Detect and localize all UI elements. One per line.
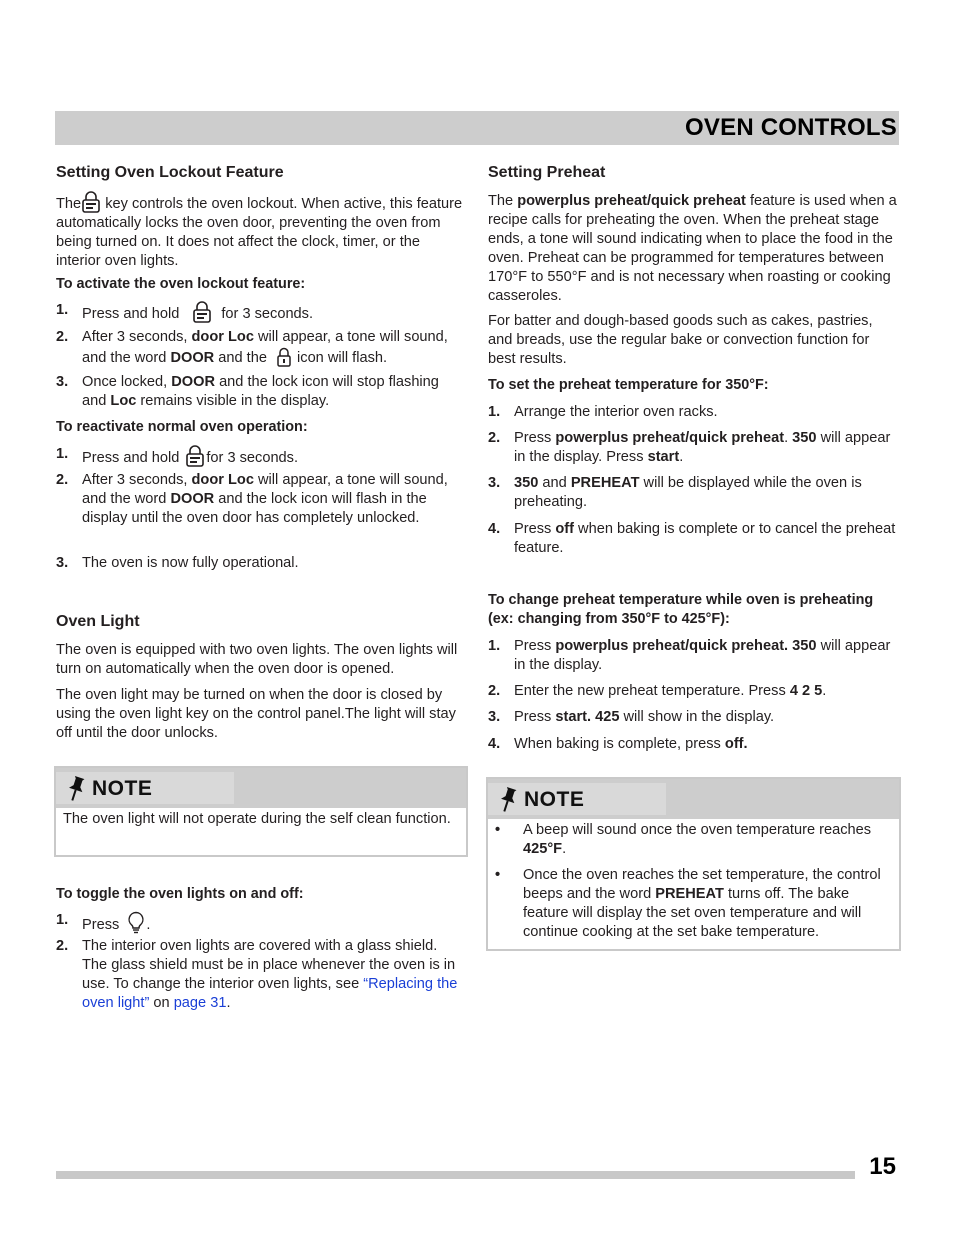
preheat-paragraph-2: For batter and dough-based goods such as cakes, pastries, and breads, use the regular bake or convection function for best results. xyxy=(488,313,873,367)
list-item: 2. The interior oven lights are covered with a glass shield. The glass shield must be in place whenever the oven is in use. To change the interior oven lights, see “Replacing the oven light” on page 31. xyxy=(56,938,458,1011)
page-31-link[interactable]: page 31 xyxy=(173,995,227,1011)
list-item: 3. Once locked, DOOR and the lock icon will stop flashing and Loc remains visible in the display. xyxy=(56,374,439,409)
oven-light-heading: Oven Light xyxy=(56,613,140,630)
replacing-oven-light-link[interactable]: “Replacing the oven light” xyxy=(82,976,458,1011)
note-text: The oven light will not operate during the self clean function. xyxy=(63,811,451,827)
lock-icon xyxy=(277,347,291,367)
note-label: NOTE xyxy=(92,777,153,800)
list-item: 4. Press off when baking is complete or to cancel the preheat feature. xyxy=(488,521,896,556)
note-bullet: • Once the oven reaches the set temperature, the control beeps and the word PREHEAT turns off. The bake feature will display the set oven temperature and will continue cooking at the set bake temperature. xyxy=(495,867,881,940)
note-bullet: • A beep will sound once the oven temperature reaches 425°F. xyxy=(495,822,872,857)
list-item: 2. Press powerplus preheat/quick preheat. 350 will appear in the display. Press start. xyxy=(488,430,891,465)
lockout-heading: Setting Oven Lockout Feature xyxy=(56,164,284,181)
section-header-bar xyxy=(55,111,899,145)
pushpin-icon xyxy=(64,775,88,803)
list-item: 4. When baking is complete, press off. xyxy=(488,736,748,752)
oven-light-paragraph-2: The oven light may be turned on when the door is closed by using the oven light key on the control panel.The light will stay off until the door unlocks. xyxy=(56,687,456,741)
list-item: 1. Arrange the interior oven racks. xyxy=(488,404,718,420)
page-title: OVEN CONTROLS xyxy=(685,114,897,141)
oven-light-paragraph-1: The oven is equipped with two oven lights. The oven lights will turn on automatically when the oven door is opened. xyxy=(56,642,458,677)
list-item: 1. Press and hold for 3 seconds. xyxy=(56,446,299,466)
preheat-heading: Setting Preheat xyxy=(488,164,606,181)
pushpin-icon xyxy=(496,786,520,814)
note-box-preheat xyxy=(486,777,901,951)
page-number: 15 xyxy=(869,1153,896,1180)
toggle-lights-heading: To toggle the oven lights on and off: xyxy=(56,886,304,902)
list-item: 3. The oven is now fully operational. xyxy=(56,555,299,571)
note-label: NOTE xyxy=(524,788,585,811)
lock-key-icon xyxy=(193,301,211,323)
list-item: 2. After 3 seconds, door Loc will appear, a tone will sound, and the word DOOR and the lock icon will flash in the display until the oven door has completely unlocked. xyxy=(56,472,448,526)
list-item: 3. 350 and PREHEAT will be displayed while the oven is preheating. xyxy=(488,475,862,510)
list-item: 3. Press start. 425 will show in the display. xyxy=(488,709,775,725)
change-preheat-heading: To change preheat temperature while oven is preheating (ex: changing from 350°F to 425°F): xyxy=(488,592,874,627)
footer-rule xyxy=(56,1171,855,1179)
reactivate-heading: To reactivate normal oven operation: xyxy=(56,419,308,435)
list-item: 2. After 3 seconds, door Loc will appear, a tone will sound, and the word DOOR and the icon will flash. xyxy=(56,329,448,366)
set-preheat-heading: To set the preheat temperature for 350°F: xyxy=(488,377,769,393)
preheat-paragraph-1: The powerplus preheat/quick preheat feature is used when a recipe calls for preheating the oven. When the preheat stage ends, a tone will sound indicating when to place the food in the oven. Preheat can be programmed for temperatures between 170°F to 550°F and is not necessary when roasting or cooking casseroles. xyxy=(488,193,897,304)
light-bulb-icon xyxy=(127,911,145,935)
lockout-intro: The key controls the oven lockout. When active, this feature automatically locks the oven door, preventing the oven from being turned on. It does not affect the clock, timer, or the interior oven lights. xyxy=(56,191,466,271)
note-box-oven-light xyxy=(54,766,468,857)
lock-key-icon xyxy=(186,445,204,467)
list-item: 1. Press powerplus preheat/quick preheat. 350 will appear in the display. xyxy=(488,638,891,673)
list-item: 1. Press . xyxy=(56,912,151,933)
list-item: 2. Enter the new preheat temperature. Press 4 2 5. xyxy=(488,683,827,699)
activate-heading: To activate the oven lockout feature: xyxy=(56,276,306,292)
list-item: 1. Press and hold for 3 seconds. xyxy=(56,302,314,322)
lock-key-icon xyxy=(82,191,100,213)
